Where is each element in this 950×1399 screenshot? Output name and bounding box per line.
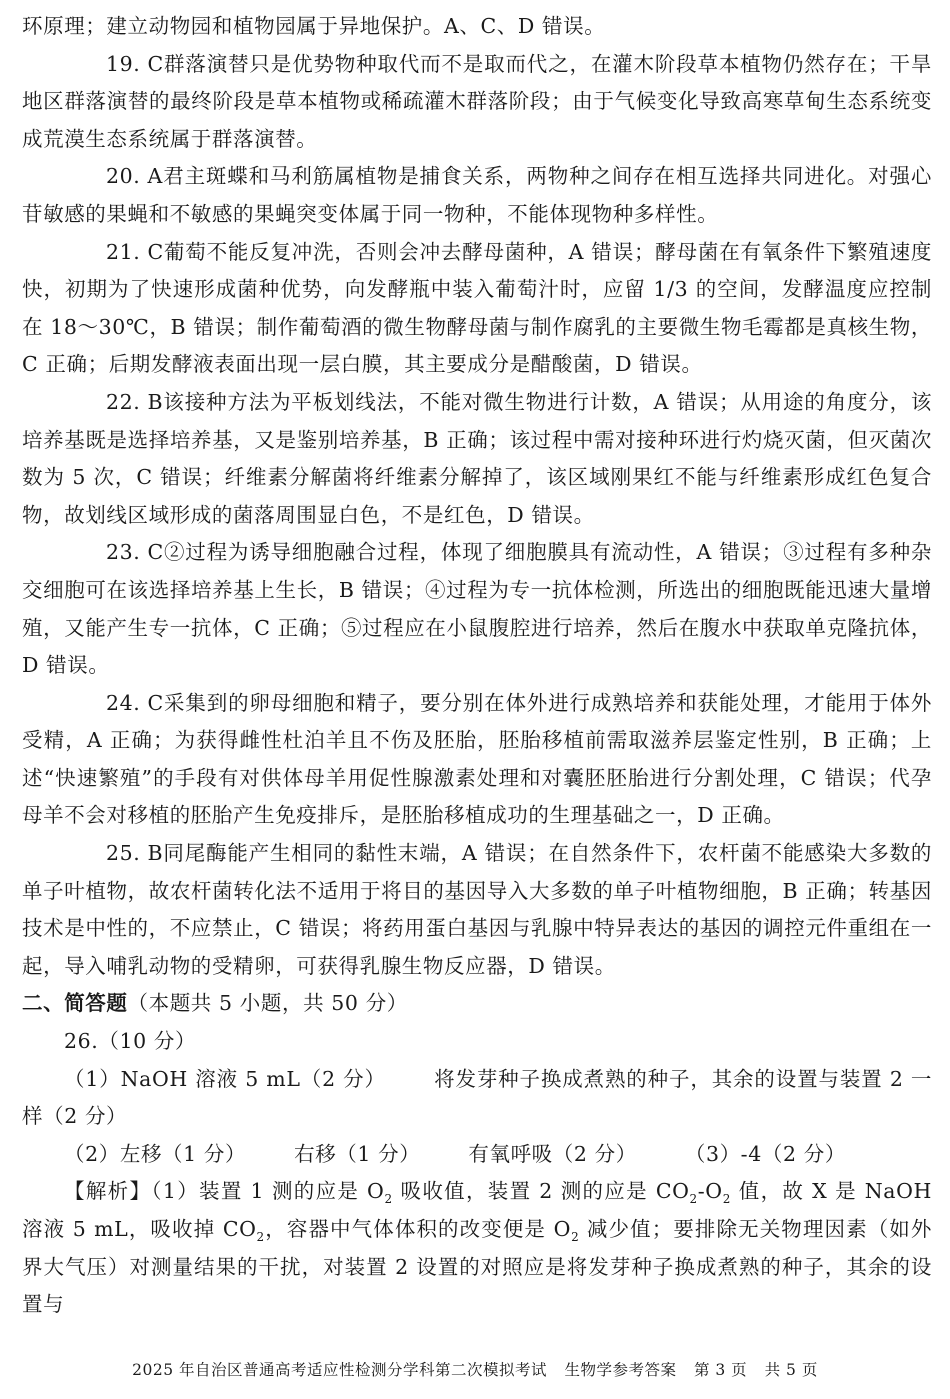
exam-title: 2025 年自治区普通高考适应性检测分学科第二次模拟考试 [132,1361,548,1379]
answer-number: 20. A [106,164,163,189]
answer-explanation: 同尾酶能产生相同的黏性末端，A 错误；在自然条件下，农杆菌不能感染大多数的单子叶植物，故农杆菌转化法不适用于将目的基因导入大多数的单子叶植物细胞，B 正确；转基因技术是中性的，不应禁止，C 错误；将药用蛋白基因与乳腺中特异表达的基因的调控元件重组在一起，导入哺乳动物的受精卵，可获得乳腺生物反应器，D 错误。 [22,841,932,978]
answer-explanation: 君主斑蝶和马利筋属植物是捕食关系，两物种之间存在相互选择共同进化。对强心苷敏感的果蝇和不敏感的果蝇突变体属于同一物种，不能体现物种多样性。 [22,164,932,226]
answer-explanation: 该接种方法为平板划线法，不能对微生物进行计数，A 错误；从用途的角度分，该培养基既是选择培养基，又是鉴别培养基，B 正确；该过程中需对接种环进行灼烧灭菌，但灭菌次数为 5 次，C 错误；纤维素分解菌将纤维素分解掉了，该区域刚果红不能与纤维素形成红色复合物，故划线区域形成的菌落周围显白色，不是红色，D 错误。 [22,389,932,527]
answer-19 [22,46,932,159]
answer-25 [22,835,932,985]
answer-number: 22. B [106,389,164,414]
answer-explanation: 采集到的卵母细胞和精子，要分别在体外进行成熟培养和获能处理，才能用于体外受精，A 正确；为获得雌性杜泊羊且不伤及胚胎，胚胎移植前需取滋养层鉴定性别，B 正确；上述“快速繁殖”的手段有对供体母羊用促性腺激素处理和对囊胚胚胎进行分割处理，C 错误；代孕母羊不会对移植的胚胎产生免疫排斥，是胚胎移植成功的生理基础之一，D 正确。 [22,690,932,828]
subject-label: 生物学参考答案 [564,1361,677,1379]
section-note: （本题共 5 小题，共 50 分） [127,991,408,1016]
continued-paragraph: 环原理；建立动物园和植物园属于异地保护。A、C、D 错误。 [22,14,606,38]
question-26-header: 26.（10 分） [64,1029,197,1054]
answer-body [22,8,932,1324]
page-number: 第 3 页 [693,1361,748,1379]
q26-answer-1: （1）NaOH 溶液 5 mL（2 分） 将发芽种子换成煮熟的种子，其余的设置与装置 2 一样（2 分） [22,1066,932,1129]
section-title: 二、简答题（本题共 5 小题，共 50 分） [22,991,408,1016]
analysis-label: 【解析】 [64,1179,152,1204]
page-footer [0,1358,950,1380]
answer-22 [22,384,932,534]
answer-explanation: 群落演替只是优势物种取代而不是取而代之，在灌木阶段草本植物仍然存在；干旱地区群落演替的最终阶段是草本植物或稀疏灌木群落阶段；由于气候变化导致高寒草甸生态系统变成荒漠生态系统属于群落演替。 [22,51,932,151]
answer-number: 23. C [106,540,164,565]
q26-answer-2-3: （2）左移（1 分） 右移（1 分） 有氧呼吸（2 分） （3）-4（2 分） [64,1141,846,1166]
answer-number: 25. B [106,841,164,866]
answer-23 [22,534,932,684]
q26-analysis: 【解析】（1）装置 1 测的应是 $O_2$ 吸收值，装置 2 测的应是 $CO_2-O_2$ 值，故 X 是 NaOH 溶液 5 mL，吸收掉 $CO_2$，容器中气体体积的改变便是 $O_2$ 减少值；要排除无关物理因素（如外界大气压）对测量结果的干扰，对装置 2 设置的对照应是将发芽种子换成煮熟的种子，其余的设置与 [22,1179,932,1317]
answer-number: 19. C [106,51,164,76]
answer-explanation: 葡萄不能反复冲洗，否则会冲去酵母菌种，A 错误；酵母菌在有氧条件下繁殖速度快，初期为了快速形成菌种优势，向发酵瓶中装入葡萄汁时，应留 1/3 的空间，发酵温度应控制在 18～30℃，B 错误；制作葡萄酒的微生物酵母菌与制作腐乳的主要微生物毛霉都是真核生物，C 正确；后期发酵液表面出现一层白膜，其主要成分是醋酸菌，D 错误。 [22,239,932,377]
answer-number: 24. C [106,690,164,715]
answer-number: 21. C [106,239,164,264]
answer-24 [22,685,932,835]
answer-explanation: ②过程为诱导细胞融合过程，体现了细胞膜具有流动性，A 错误；③过程有多种杂交细胞可在该选择培养基上生长，B 错误；④过程为专一抗体检测，所选出的细胞既能迅速大量增殖，又能产生专一抗体，C 正确；⑤过程应在小鼠腹腔进行培养，然后在腹水中获取单克隆抗体，D 错误。 [22,540,932,678]
page-total: 共 5 页 [764,1361,818,1379]
answer-21 [22,234,932,384]
answer-20 [22,158,932,233]
